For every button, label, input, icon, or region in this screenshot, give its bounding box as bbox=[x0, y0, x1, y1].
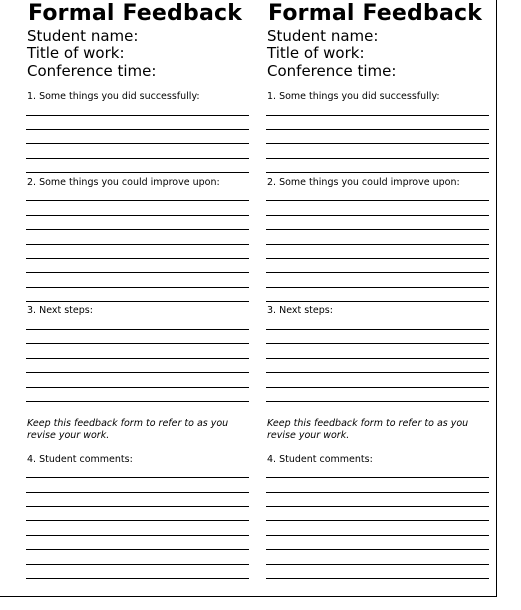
section4-prompt: 4. Student comments: bbox=[267, 454, 373, 465]
conference-time-label: Conference time: bbox=[267, 62, 397, 80]
writing-line[interactable] bbox=[26, 244, 249, 245]
writing-line[interactable] bbox=[266, 215, 489, 216]
writing-line[interactable] bbox=[26, 343, 249, 344]
writing-line[interactable] bbox=[266, 143, 489, 144]
section1-prompt: 1. Some things you did successfully: bbox=[27, 91, 200, 102]
feedback-form-right bbox=[266, 0, 491, 597]
writing-line[interactable] bbox=[266, 520, 489, 521]
title-of-work-label: Title of work: bbox=[267, 44, 365, 62]
student-name-label: Student name: bbox=[267, 27, 379, 45]
writing-line[interactable] bbox=[26, 158, 249, 159]
writing-line[interactable] bbox=[26, 215, 249, 216]
form-title: Formal Feedback bbox=[268, 1, 483, 26]
writing-line[interactable] bbox=[266, 358, 489, 359]
writing-line[interactable] bbox=[266, 564, 489, 565]
writing-line[interactable] bbox=[26, 506, 249, 507]
writing-line[interactable] bbox=[266, 244, 489, 245]
writing-line[interactable] bbox=[266, 329, 489, 330]
section4-prompt: 4. Student comments: bbox=[27, 454, 133, 465]
keep-form-note: Keep this feedback form to refer to as you revise your work. bbox=[267, 418, 469, 441]
section1-prompt: 1. Some things you did successfully: bbox=[267, 91, 440, 102]
writing-line[interactable] bbox=[26, 535, 249, 536]
writing-line[interactable] bbox=[26, 129, 249, 130]
writing-line[interactable] bbox=[26, 358, 249, 359]
writing-line[interactable] bbox=[26, 372, 249, 373]
writing-line[interactable] bbox=[26, 520, 249, 521]
writing-line[interactable] bbox=[266, 287, 489, 288]
section3-prompt: 3. Next steps: bbox=[27, 305, 93, 316]
writing-line[interactable] bbox=[266, 272, 489, 273]
writing-line[interactable] bbox=[266, 492, 489, 493]
conference-time-label: Conference time: bbox=[27, 62, 157, 80]
writing-line[interactable] bbox=[26, 258, 249, 259]
writing-line[interactable] bbox=[26, 115, 249, 116]
section2-prompt: 2. Some things you could improve upon: bbox=[27, 177, 220, 188]
writing-line[interactable] bbox=[26, 329, 249, 330]
writing-line[interactable] bbox=[26, 387, 249, 388]
writing-line[interactable] bbox=[26, 143, 249, 144]
writing-line[interactable] bbox=[266, 172, 489, 173]
feedback-form-left bbox=[26, 0, 251, 597]
writing-line[interactable] bbox=[26, 477, 249, 478]
form-title: Formal Feedback bbox=[28, 1, 243, 26]
writing-line[interactable] bbox=[266, 477, 489, 478]
writing-line[interactable] bbox=[26, 578, 249, 579]
writing-line[interactable] bbox=[26, 492, 249, 493]
writing-line[interactable] bbox=[26, 172, 249, 173]
writing-line[interactable] bbox=[266, 200, 489, 201]
writing-line[interactable] bbox=[266, 372, 489, 373]
writing-line[interactable] bbox=[266, 158, 489, 159]
writing-line[interactable] bbox=[266, 506, 489, 507]
writing-line[interactable] bbox=[26, 401, 249, 402]
writing-line[interactable] bbox=[266, 129, 489, 130]
writing-line[interactable] bbox=[266, 578, 489, 579]
writing-line[interactable] bbox=[26, 301, 249, 302]
keep-form-note: Keep this feedback form to refer to as you revise your work. bbox=[27, 418, 229, 441]
writing-line[interactable] bbox=[266, 387, 489, 388]
writing-line[interactable] bbox=[266, 301, 489, 302]
writing-line[interactable] bbox=[26, 564, 249, 565]
writing-line[interactable] bbox=[266, 258, 489, 259]
writing-line[interactable] bbox=[26, 200, 249, 201]
section2-prompt: 2. Some things you could improve upon: bbox=[267, 177, 460, 188]
title-of-work-label: Title of work: bbox=[27, 44, 125, 62]
student-name-label: Student name: bbox=[27, 27, 139, 45]
writing-line[interactable] bbox=[266, 549, 489, 550]
writing-line[interactable] bbox=[266, 535, 489, 536]
writing-line[interactable] bbox=[26, 229, 249, 230]
writing-line[interactable] bbox=[26, 272, 249, 273]
writing-line[interactable] bbox=[266, 229, 489, 230]
writing-line[interactable] bbox=[26, 287, 249, 288]
writing-line[interactable] bbox=[266, 115, 489, 116]
writing-line[interactable] bbox=[266, 401, 489, 402]
writing-line[interactable] bbox=[26, 549, 249, 550]
writing-line[interactable] bbox=[266, 343, 489, 344]
section3-prompt: 3. Next steps: bbox=[267, 305, 333, 316]
